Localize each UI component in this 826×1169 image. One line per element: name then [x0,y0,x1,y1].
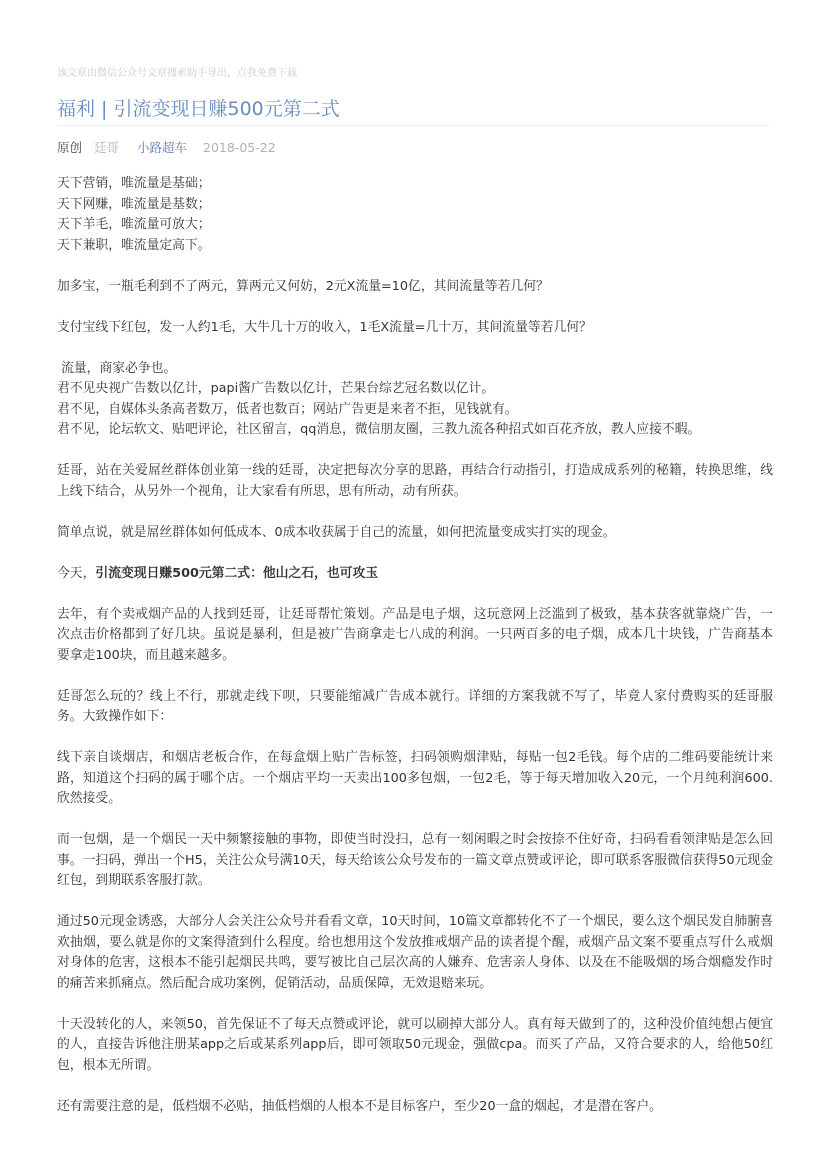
highlight-heading: 引流变现日赚500元第二式：他山之石，也可攻玉 [95,565,379,581]
account-name-link[interactable]: 小路超车 [137,140,188,155]
paragraph-11: 而一包烟，是一个烟民一天中频繁接触的事物，即使当时没扫，总有一刻闲暇之时会按捺不住好奇，扫码看看领津贴是怎么回事。一扫码，弹出一个H5，关注公众号满10天，每天给该公众号发布的一篇文章点赞或评论，即可联系客服微信获得50元现金红包，到期联系客服打款。 [57,832,773,888]
paragraph-line: 流量，商家必争也。 [57,360,177,376]
paragraph-12: 通过50元现金诱惑，大部分人会关注公众号并看看文章，10天时间，10篇文章都转化不了一个烟民，要么这个烟民发自肺腑喜欢抽烟，要么就是你的文案得渣到什么程度。给也想用这个发放推戒烟产品的读者提个醒，戒烟产品文案不要重点写什么戒烟对身体的危害，这根本不能引起烟民共鸣，要写被比自己层次高的人嫌弃、危害亲人身体、以及在不能吸烟的场合烟瘾发作时的痛苦来抓痛点。然后配合成功案例，促销活动，品质保障，无效退赔来玩。 [57,914,773,991]
paragraph-line: 天下羊毛，唯流量可放大； [57,217,211,232]
title-divider [57,125,769,126]
export-notice-link[interactable]: 该文章由微信公众号文章搜索助手导出，点我免费下载 [57,68,297,79]
paragraph-line: 君不见，论坛软文、贴吧评论，社区留言，qq消息，微信朋友圈，三教九流各种招式如百花齐放，教人应接不暇。 [57,422,701,437]
paragraph-line: 天下网赚，唯流量是基数； [57,196,211,212]
paragraph-3: 支付宝线下红包，发一人约1毛，大牛几十万的收入，1毛X流量=几十万，其间流量等若几何？ [57,319,592,335]
paragraph-14: 还有需要注意的是，低档烟不必贴，抽低档烟的人根本不是目标客户，至少20一盒的烟起，才是潜在客户。 [57,1098,662,1114]
paragraph-2: 加多宝，一瓶毛利到不了两元，算两元又何妨，2元X流量=10亿，其间流量等若几何？ [57,278,549,294]
original-label: 原创 [57,140,83,155]
paragraph-7 [57,564,773,585]
paragraph-line: 君不见，自媒体头条高者数万，低者也数百；网站广告更是来者不拒，见钱就有。 [57,401,518,417]
paragraph-6: 简单点说，就是屌丝群体如何低成本、0成本收获属于自己的流量，如何把流量变成实打实的现金。 [57,524,616,540]
article-meta [57,140,284,156]
article-title: 福利 | 引流变现日赚500元第二式 [57,98,340,120]
publish-date: 2018-05-22 [203,140,276,155]
article-content [57,174,773,1117]
paragraph-13: 十天没转化的人，来领50，首先保证不了每天点赞或评论，就可以刷掉大部分人。真有每天做到了的，这种没价值纯想占便宜的人，直接告诉他注册某app之后或某系列app后，即可领取50元现金，强做cpa。而买了产品，又符合要求的人，给他50红包，根本无所谓。 [57,1016,773,1073]
paragraph-line: 天下营销，唯流量是基础； [57,176,211,191]
author-name: 廷哥 [94,140,120,155]
paragraph-10: 线下亲自谈烟店，和烟店老板合作，在每盒烟上贴广告标签，扫码领购烟津贴，每贴一包2毛钱。每个店的二维码要能统计来路，知道这个扫码的属于哪个店。一个烟店平均一天卖出100多包烟，一包2毛，等于每天增加收入20元，一个月纯利润600.欣然接受。 [57,750,773,806]
paragraph-line: 天下兼职，唯流量定高下。 [57,237,211,253]
paragraph-line: 君不见央视广告数以亿计，papi酱广告数以亿计，芒果台综艺冠名数以亿计。 [57,381,495,396]
paragraph-prefix: 今天， [57,565,96,581]
paragraph-5: 廷哥，站在关爱屌丝群体创业第一线的廷哥，决定把每次分享的思路，再结合行动指引，打造成成系列的秘籍，转换思维，线上线下结合，从另外一个视角，让大家看有所思，思有所动，动有所获。 [57,463,773,499]
paragraph-4 [57,359,773,441]
paragraph-9: 廷哥怎么玩的？线上不行，那就走线下呗，只要能缩减广告成本就行。详细的方案我就不写了，毕竟人家付费购买的廷哥服务。大致操作如下： [57,688,773,724]
paragraph-8: 去年，有个卖戒烟产品的人找到廷哥，让廷哥帮忙策划。产品是电子烟，这玩意网上泛滥到了极致，基本获客就靠烧广告，一次点击价格都到了好几块。虽说是暴利，但是被广告商拿走七八成的利润。一只两百多的电子烟，成本几十块钱，广告商基本要拿走100块，而且越来越多。 [57,606,773,663]
paragraph-1 [57,174,773,256]
